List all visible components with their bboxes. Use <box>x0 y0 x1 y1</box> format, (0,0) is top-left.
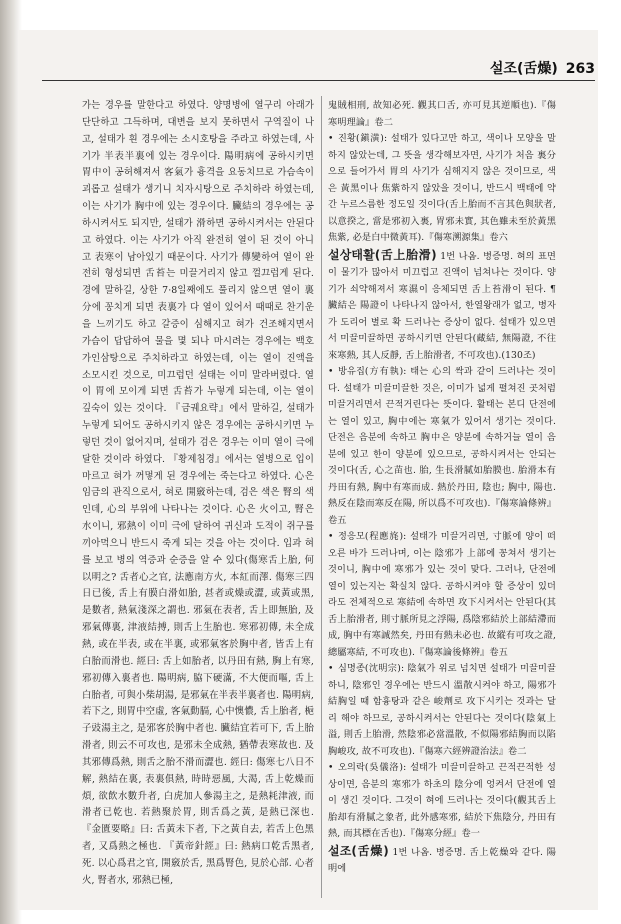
continued-citation: 鬼賊相刑, 故知必死. 觀其口舌, 亦可見其逆順也).『傷寒明理論』卷二 <box>328 100 556 128</box>
commentary-text: : 설태가 미끌거리면, 寸脈에 양이 떠오른 바가 드러나며, 이는 陰邪가 上部에 꽁쳐서 생기는 것이니, 胸中에 寒邪가 있는 것이 맞다. 그러나, 단전에 열이 있는지는 확실치 않다. 공하시켜야 할 증상이 있더라도 전체적으로 寒結에 속하면 攻下시켜서는 안된다(其舌上胎滑者, 則寸脈所見之浮陽, 爲陰邪結於上部結滯而成, 胸中有寒誠然矣, 丹田有熱未必也. 故縱有可攻之證, 總屬寒結, 不可攻也).『傷寒論後條辨』卷五 <box>328 531 556 658</box>
bullet-dot: • <box>328 663 334 674</box>
entry-text: 1번 나옴. 병증명. 舌上乾燥와 같다. 陽明에 <box>328 846 556 874</box>
commentator-name: 오의락(吳儀洛) <box>338 762 404 773</box>
commentary-text: : 설태가 미끌미끌하고 끈적끈적한 성상이면, 음분의 寒邪가 하초의 陰分에 엉켜서 단전에 열이 생긴 것이다. 그것이 혀에 드러나는 것이다(觀其舌上胎却有滑膩之象者, 此外感寒邪, 結於下焦陰分, 丹田有熱, 而其標在舌也).『傷寒分經』卷一 <box>328 762 556 839</box>
commentary-text: : 陰氣가 위로 넘치면 설태가 미끌미끌하니, 陰邪인 경우에는 반드시 溫散시켜야 하고, 陽邪가 結胸일 때 함흉탕과 같은 峻劑로 攻下시키는 것과는 달리 해야 하므로, 공하시켜서는 안된다는 것이다(陰氣上溢, 則舌上胎滑, 然陰邪必當溫散, 不似陽邪結胸而以陷胸峻攻, 故不可攻也).『傷寒六經辨證治法』卷二 <box>328 663 556 757</box>
commentary-jin-hwang <box>328 131 556 247</box>
header-rule <box>42 80 595 81</box>
commentary-o-uirak <box>328 760 556 843</box>
left-column <box>82 98 314 890</box>
entry-seoljo <box>328 843 556 878</box>
column-divider <box>321 96 322 898</box>
commentary-bang-yujip <box>328 364 556 529</box>
commentator-name: 진황(鎭潢) <box>338 133 384 144</box>
left-column-text: 가는 경우를 말한다고 하였다. 양명병에 열구리 아래가 단단하고 그득하며, 대변을 보지 못하면서 구역질이 나고, 설태가 흰 경우에는 소시호탕을 주라고 하였는데, 사기가 半表半裏에 있는 경우이다. 陽明病에 공하시키면 胃中이 공허해져서 客氣가 흉격을 요동치므로 가슴속이 괴롭고 설태가 생기니 치자시탕으로 주치하라 하였는데, 이는 사기가 胸中에 있는 경우이다. 臟結의 경우에는 공하시켜서도 되지만, 설태가 滑하면 공하시켜서는 안된다고 하였다. 이는 사기가 아직 완전히 열이 된 것이 아니고 表寒이 남아있기 때문이다. 사기가 傳變하여 열이 완전히 형성되면 舌苔는 미끌거리지 않고 껄끄럽게 된다. 경에 말하길, 상한 7·8일째에도 풀리지 않으면 열이 裏分에 꽁치게 되면 表裏가 다 열이 있어서 때때로 찬기운을 느끼기도 하고 갈증이 심해지고 혀가 건조해지면서 가슴이 답답하여 물을 몇 되나 마시려는 경우에는 백호가인삼탕으로 주치하라고 하였는데, 이는 열이 진액을 소모시킨 것으로, 미끄럽던 설태는 이미 말라버렸다. 열이 胃에 모이게 되면 舌苔가 누렇게 되는데, 이는 열이 깊숙이 있는 것이다. 『금궤요략』에서 말하길, 설태가 누렇게 되어도 공하시키지 않은 경우에는 공하시키면 누렇던 것이 없어지며, 설태가 검은 경우는 이미 열이 극에 달한 것이라 하였다. 『황제침경』에서는 열병으로 입이 마르고 혀가 꺼멓게 된 경우에는 죽는다고 하였다. 心은 임금의 관직으로서, 혀로 開竅하는데, 검은 색은 腎의 색인데, 心의 부위에 나타나는 것이다. 心은 火이고, 腎은 水이니, 邪熱이 이미 극에 달하여 귀신과 도적이 쥐구를 끼아먹으니 반드시 죽게 되는 것을 아는 것이다. 입과 혀를 보고 병의 역증과 순증을 알 수 있다(傷寒舌上胎, 何以明之? 舌者心之官, 法應南方火, 本紅而澤. 傷寒三四日已後, 舌上有膜白滑如胎, 甚者或燥或澀, 或黃或黑, 是數者, 熱氣淺深之謂也. 邪氣在表者, 舌上即無胎, 及邪氣傳裏, 津液結搏, 則舌上生胎也. 寒邪初傳, 未全成熱, 或在半表, 或在半裏, 或邪氣客於胸中者, 皆舌上有白胎而滑也. 經曰: 舌上如胎者, 以丹田有熱, 胸上有寒, 邪初傳入裏者也. 陽明病, 脇下硬滿, 不大便而嘔, 舌上白胎者, 可與小柴胡湯, 是邪氣在半表半裏者也. 陽明病, 若下之, 則胃中空虛, 客氣動膈, 心中懊憹, 舌上胎者, 梔子豉湯主之, 是邪客於胸中者也. 臟結宜若可下, 舌上胎滑者, 則云不可攻也, 是邪未全成熱, 猶帶表寒故也. 及其邪傳爲熱, 則舌之胎不滑而澀也. 經曰: 傷寒七八日不解, 熱結在裏, 表裏俱熱, 時時惡風, 大渴, 舌上乾燥而煩, 欲飲水數升者, 白虎加人參湯主之, 是熱耗津液, 而滑者已乾也. 若熱聚於胃, 則舌爲之黃, 是熱已深也. 『金匱要略』曰: 舌黃未下者, 下之黃自去, 若舌上色黑者, 又爲熱之極也. 『黃帝針經』曰: 熱病口乾舌黑者, 死. 以心爲君之官, 開竅於舌, 黑爲腎色, 見於心部. 心者火, 腎者水, 邪熱已極, <box>82 100 314 886</box>
entry-text: 1번 나옴. 병증명. 혀의 표면이 물기가 많아서 미끄럽고 진액이 넘쳐나는 것이다. 양기가 쇠약해져서 寒濕이 응체되면 舌上苔滑이 된다. ¶ 臟結은 陽證이 나타나지 않아서, 한열왕래가 없고, 병자가 도리어 별로 확 드러나는 증상이 없다. 설태가 있으면서 미끌미끌하면 공하시키면 안된다(藏結, 無陽證, 不往來寒熱, 其人反靜, 舌上胎滑者, 不可攻也).(130조) <box>328 250 557 361</box>
commentator-name: 심명종(沈明宗) <box>338 663 401 674</box>
commentary-jeong-eungmo <box>328 529 556 661</box>
bullet-dot: • <box>328 762 334 773</box>
commentator-name: 방유집(方有執) <box>338 366 404 377</box>
entry-seolsangtaehwal <box>328 247 556 365</box>
commentary-sim-myeongjong <box>328 661 556 760</box>
bullet-dot: • <box>328 366 334 377</box>
commentator-name: 정응모(程應旄) <box>338 531 404 542</box>
entry-heading: 설상태활(舌上胎滑) <box>328 247 437 262</box>
page-number: 263 <box>565 61 595 77</box>
bullet-dot: • <box>328 531 334 542</box>
commentary-text: : 설태가 있다고만 하고, 색이나 모양을 말하지 않았는데, 그 뜻을 생각해보자면, 사기가 처음 裏分으로 들어가서 胃의 사기가 심해지지 않은 것이므로, 색은 黃黑이나 焦紫하지 않았을 것이니, 반드시 백태에 약간 누르스름한 정도일 것이다(舌上胎而不言其色與狀者, 以意揆之, 當是邪初入裏, 胃邪未實, 其色雖未至於黃黑焦紫, 必是白中微黃耳).『傷寒溯源集』卷六 <box>328 133 556 243</box>
right-column <box>328 98 556 878</box>
running-head-title: 설조(舌燥) <box>489 61 558 77</box>
commentary-text: : 태는 心의 싹과 같이 드러나는 것이다. 설태가 미끌미끌한 것은, 이미가 넓게 펼쳐진 곳처럼 미끌거리면서 끈적거린다는 뜻이다. 활태는 본디 단전에는 열이 있고, 胸中에는 寒氣가 있어서 생기는 것이다. 단전은 음분에 속하고 胸中은 양분에 속하거늘 열이 음분에 있고 한이 양분에 있으므로, 공하시켜서는 안되는 것이다(舌, 心之苗也. 胎, 生長滑膩如胎膜也. 胎滑本有丹田有熱, 胸中有寒而成. 熱於丹田, 陰也; 胸中, 陽也. 熱反在陰而寒反在陽, 所以爲不可攻也).『傷寒論條辨』卷五 <box>328 366 556 526</box>
entry-heading: 설조(舌燥) <box>328 843 389 858</box>
bullet-dot: • <box>328 133 334 144</box>
running-head <box>490 58 595 78</box>
